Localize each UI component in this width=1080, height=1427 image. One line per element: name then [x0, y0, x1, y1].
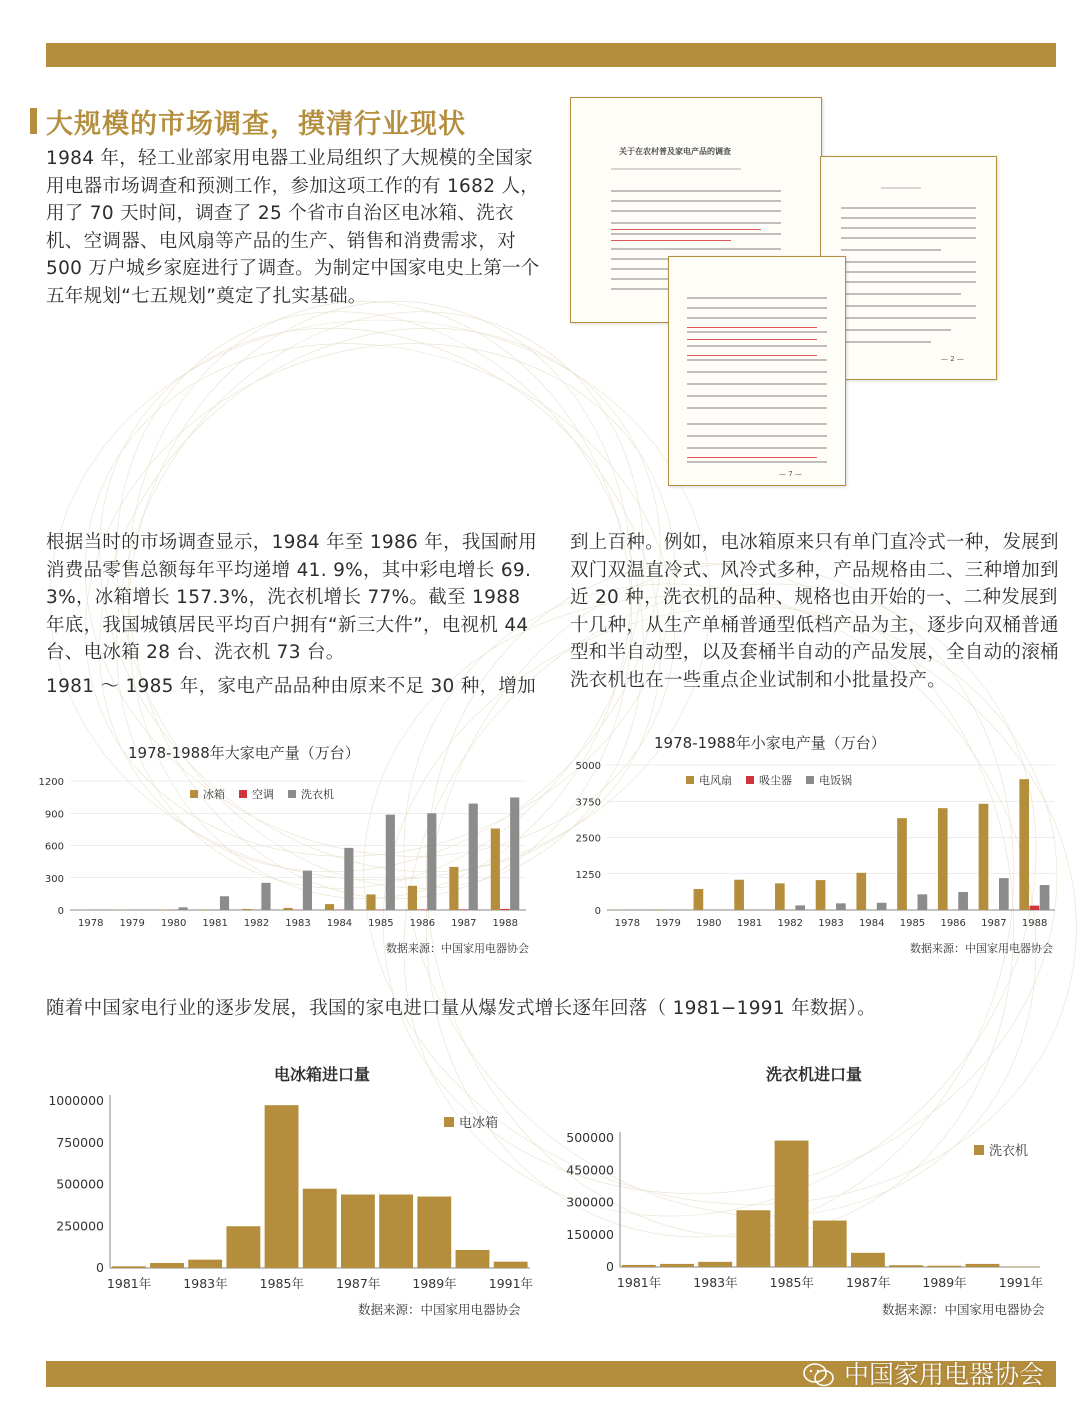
- bar-电饭锅-1988: [1040, 885, 1050, 910]
- bar-洗衣机-1986: [427, 813, 436, 910]
- x-tick-label: 1979: [655, 918, 681, 929]
- y-tick-label: 1200: [38, 777, 64, 788]
- document-1-title: 关于在农村普及家电产品的调查: [619, 147, 731, 156]
- bar-电冰箱-1986年: [303, 1189, 337, 1268]
- y-tick-label: 750000: [56, 1134, 104, 1150]
- document-2-page-number: — 7 —: [779, 470, 802, 478]
- x-tick-label: 1983年: [183, 1276, 228, 1291]
- legend-label: 电风扇: [699, 774, 732, 787]
- bar-电冰箱-1981年: [112, 1266, 146, 1268]
- bar-冰箱-1987: [449, 867, 458, 910]
- section-title-marker: [30, 108, 37, 134]
- x-tick-label: 1986: [940, 918, 966, 929]
- y-tick-label: 150000: [566, 1226, 614, 1242]
- x-tick-label: 1984: [326, 918, 353, 929]
- bar-洗衣机-1988年: [889, 1265, 923, 1267]
- bar-电饭锅-1982: [795, 905, 805, 910]
- bar-洗衣机-1984年: [736, 1210, 770, 1267]
- bar-电冰箱-1987年: [341, 1195, 375, 1268]
- chart-small-appliance-output: [560, 728, 1060, 968]
- x-tick-label: 1981年: [106, 1276, 152, 1291]
- bar-冰箱-1981: [201, 909, 210, 910]
- varieties-paragraph-start: 1981 ～ 1985 年，家电产品品种由原来不足 30 种，增加: [46, 676, 537, 697]
- document-3-page-number: — 2 —: [941, 355, 964, 363]
- chart-washer-imports: [560, 1060, 1060, 1325]
- x-tick-label: 1981年: [616, 1275, 662, 1290]
- bar-电冰箱-1989年: [417, 1197, 451, 1268]
- bar-电风扇-1979: [653, 909, 663, 910]
- bar-电冰箱-1990年: [456, 1250, 490, 1268]
- x-tick-label: 1986: [409, 918, 436, 929]
- x-tick-label: 1978: [614, 918, 641, 929]
- bar-电风扇-1983: [816, 880, 826, 910]
- x-tick-label: 1982: [243, 918, 270, 929]
- x-tick-label: 1980: [696, 918, 722, 929]
- bar-电风扇-1982: [775, 883, 785, 910]
- chart-3-title: 电冰箱进口量: [274, 1065, 371, 1084]
- bar-电风扇-1985: [897, 818, 907, 910]
- survey-paragraph: 根据当时的市场调查显示，1984 年至 1986 年，我国耐用消费品零售总额每年平均递增 41. 9%，其中彩电增长 69. 3%，冰箱增长 157.3%，洗衣机增长 77%。截至 1988 年底，我国城镇居民平均百户拥有“新三大件”，电视机 44 台、电冰箱 28 台、洗衣机 73 台。: [46, 532, 538, 664]
- chart-large-appliance-output: [20, 738, 540, 968]
- bar-洗衣机-1983: [303, 871, 312, 910]
- bar-洗衣机-1981: [220, 896, 229, 910]
- x-tick-label: 1987年: [846, 1275, 891, 1290]
- bar-洗衣机-1985: [386, 815, 395, 910]
- bar-洗衣机-1987: [469, 804, 478, 910]
- bar-冰箱-1988: [491, 829, 500, 910]
- bar-空调-1986: [418, 909, 427, 910]
- chart-4-title: 洗衣机进口量: [766, 1065, 863, 1084]
- bar-洗衣机-1988: [510, 797, 519, 910]
- section-title: 大规模的市场调查，摸清行业现状: [46, 109, 466, 140]
- bar-洗衣机-1984: [344, 848, 353, 910]
- x-tick-label: 1981: [736, 918, 763, 929]
- y-tick-label: 3750: [575, 797, 601, 809]
- bar-电饭锅-1984: [877, 903, 887, 910]
- x-tick-label: 1985: [899, 918, 926, 929]
- y-tick-label: 5000: [575, 761, 601, 772]
- y-tick-label: 300000: [566, 1194, 614, 1210]
- x-tick-label: 1987: [451, 918, 477, 929]
- chart-3-source: 数据来源：中国家用电器协会: [358, 1302, 521, 1317]
- bar-电饭锅-1987: [999, 878, 1009, 910]
- bar-电饭锅-1985: [918, 894, 928, 910]
- bar-冰箱-1982: [242, 909, 251, 910]
- y-tick-label: 900: [44, 809, 64, 821]
- intro-paragraph: 1984 年，轻工业部家用电器工业局组织了大规模的全国家用电器市场调查和预测工作，参加这项工作的有 1682 人，用了 70 天时间，调查了 25 个省市自治区电冰箱、洗衣机、空调器、电风扇等产品的生产、销售和消费需求，对 500 万户城乡家庭进行了调查。为制定中国家电史上第一个五年规划“七五规划”奠定了扎实基础。: [46, 148, 540, 307]
- y-tick-label: 1000000: [48, 1093, 104, 1108]
- footer-brand: [802, 1360, 1044, 1390]
- x-tick-label: 1987年: [336, 1276, 381, 1291]
- bar-空调-1987: [459, 909, 468, 910]
- bar-洗衣机-1983年: [698, 1262, 732, 1267]
- bar-电冰箱-1985年: [265, 1105, 299, 1268]
- x-tick-label: 1985: [368, 918, 394, 929]
- bar-电风扇-1980: [694, 889, 704, 910]
- bar-电冰箱-1988年: [379, 1195, 413, 1268]
- bar-电冰箱-1984年: [226, 1226, 260, 1268]
- bar-洗衣机-1990年: [966, 1264, 1000, 1267]
- y-tick-label: 1250: [575, 869, 601, 881]
- y-tick-label: 600: [44, 841, 64, 853]
- y-tick-label: 2500: [575, 833, 601, 845]
- bar-电饭锅-1986: [958, 892, 968, 910]
- x-tick-label: 1981: [202, 918, 228, 929]
- y-tick-label: 500000: [566, 1130, 614, 1145]
- legend-label: 电冰箱: [459, 1116, 499, 1131]
- x-tick-label: 1983: [818, 918, 844, 929]
- bar-电风扇-1984: [856, 873, 866, 910]
- y-tick-label: 300: [44, 873, 64, 885]
- x-tick-label: 1991年: [488, 1276, 534, 1291]
- chart-1-source: 数据来源：中国家用电器协会: [386, 942, 529, 955]
- chart-1-title: 1978-1988年大家电产量（万台）: [128, 744, 360, 762]
- bar-冰箱-1983: [283, 908, 292, 910]
- legend-label: 吸尘器: [759, 774, 792, 787]
- x-tick-label: 1989年: [922, 1275, 967, 1290]
- imports-intro-paragraph: 随着中国家电行业的逐步发展，我国的家电进口量从爆发式增长逐年回落（ 1981−1991 年数据）。: [46, 998, 876, 1019]
- x-tick-label: 1985年: [259, 1276, 304, 1291]
- bar-空调-1988: [500, 909, 509, 910]
- y-tick-label: 450000: [566, 1162, 614, 1178]
- chart-2-title: 1978-1988年小家电产量（万台）: [654, 734, 886, 752]
- bar-冰箱-1984: [325, 904, 334, 910]
- bar-洗衣机-1991年: [1004, 1266, 1038, 1267]
- bar-洗衣机-1982年: [660, 1264, 694, 1267]
- x-tick-label: 1980: [160, 918, 187, 929]
- x-tick-label: 1987: [981, 918, 1007, 929]
- y-tick-label: 0: [606, 1259, 614, 1274]
- bar-电风扇-1988: [1019, 779, 1029, 910]
- bar-洗衣机-1986年: [813, 1221, 847, 1267]
- chart-1-plot: [20, 738, 540, 938]
- bar-冰箱-1985: [366, 894, 375, 910]
- chart-3-plot: [40, 1060, 540, 1295]
- chart-fridge-imports: [40, 1060, 540, 1325]
- legend-label: 冰箱: [203, 788, 225, 801]
- bar-冰箱-1980: [159, 909, 168, 910]
- bar-电冰箱-1982年: [150, 1263, 184, 1268]
- varieties-paragraph-continued: 到上百种。例如，电冰箱原来只有单门直冷式一种，发展到双门双温直冷式、风冷式多种，产品规格由二、三种增加到近 20 种，洗衣机的品种、规格也由开始的一、二种发展到十几种，从生产单桶普通型低档产品为主，逐步向双桶普通型和半自动型，以及套桶半自动的产品发展，全自动的滚桶洗衣机也在一些重点企业试制和小批量投产。: [570, 532, 1059, 691]
- x-tick-label: 1984: [859, 918, 885, 929]
- bar-洗衣机-1982: [261, 883, 270, 910]
- top-gold-band: [46, 43, 1056, 67]
- y-tick-label: 0: [96, 1260, 104, 1275]
- x-tick-label: 1983年: [693, 1275, 738, 1290]
- document-image-2: [668, 256, 846, 486]
- document-image-3: [820, 156, 997, 380]
- bar-电饭锅-1983: [836, 903, 846, 910]
- bar-电冰箱-1991年: [494, 1262, 528, 1268]
- legend-label: 洗衣机: [989, 1144, 1029, 1159]
- chart-4-plot: [560, 1060, 1060, 1295]
- chart-2-source: 数据来源：中国家用电器协会: [910, 942, 1053, 955]
- chart-2-plot: [560, 728, 1060, 938]
- bar-洗衣机-1989年: [927, 1266, 961, 1267]
- x-tick-label: 1978: [78, 918, 104, 929]
- bar-洗衣机-1987年: [851, 1253, 885, 1267]
- legend-label: 空调: [252, 788, 274, 801]
- bar-电冰箱-1983年: [188, 1260, 222, 1268]
- y-tick-label: 0: [57, 906, 64, 917]
- x-tick-label: 1982: [777, 918, 803, 929]
- bar-洗衣机-1981年: [622, 1265, 656, 1267]
- x-tick-label: 1979: [119, 918, 145, 929]
- bar-电风扇-1986: [938, 808, 948, 910]
- bar-电风扇-1987: [979, 804, 989, 910]
- legend-label: 电饭锅: [819, 774, 852, 787]
- x-tick-label: 1988: [1021, 918, 1048, 929]
- legend-label: 洗衣机: [301, 788, 334, 801]
- x-tick-label: 1988: [492, 918, 518, 929]
- y-tick-label: 0: [594, 906, 601, 917]
- wechat-icon: [802, 1362, 836, 1388]
- x-tick-label: 1983: [285, 918, 311, 929]
- x-tick-label: 1985年: [769, 1275, 814, 1290]
- chart-4-source: 数据来源：中国家用电器协会: [882, 1302, 1045, 1317]
- bar-吸尘器-1988: [1030, 906, 1040, 910]
- y-tick-label: 500000: [56, 1176, 104, 1192]
- bar-洗衣机-1980: [178, 907, 187, 910]
- bar-洗衣机-1985年: [775, 1141, 809, 1267]
- x-tick-label: 1989年: [412, 1276, 457, 1291]
- bar-电风扇-1981: [734, 880, 744, 910]
- x-tick-label: 1991年: [998, 1275, 1044, 1290]
- y-tick-label: 250000: [56, 1218, 104, 1234]
- footer-brand-text: 中国家用电器协会: [843, 1360, 1044, 1389]
- bar-冰箱-1986: [408, 886, 417, 910]
